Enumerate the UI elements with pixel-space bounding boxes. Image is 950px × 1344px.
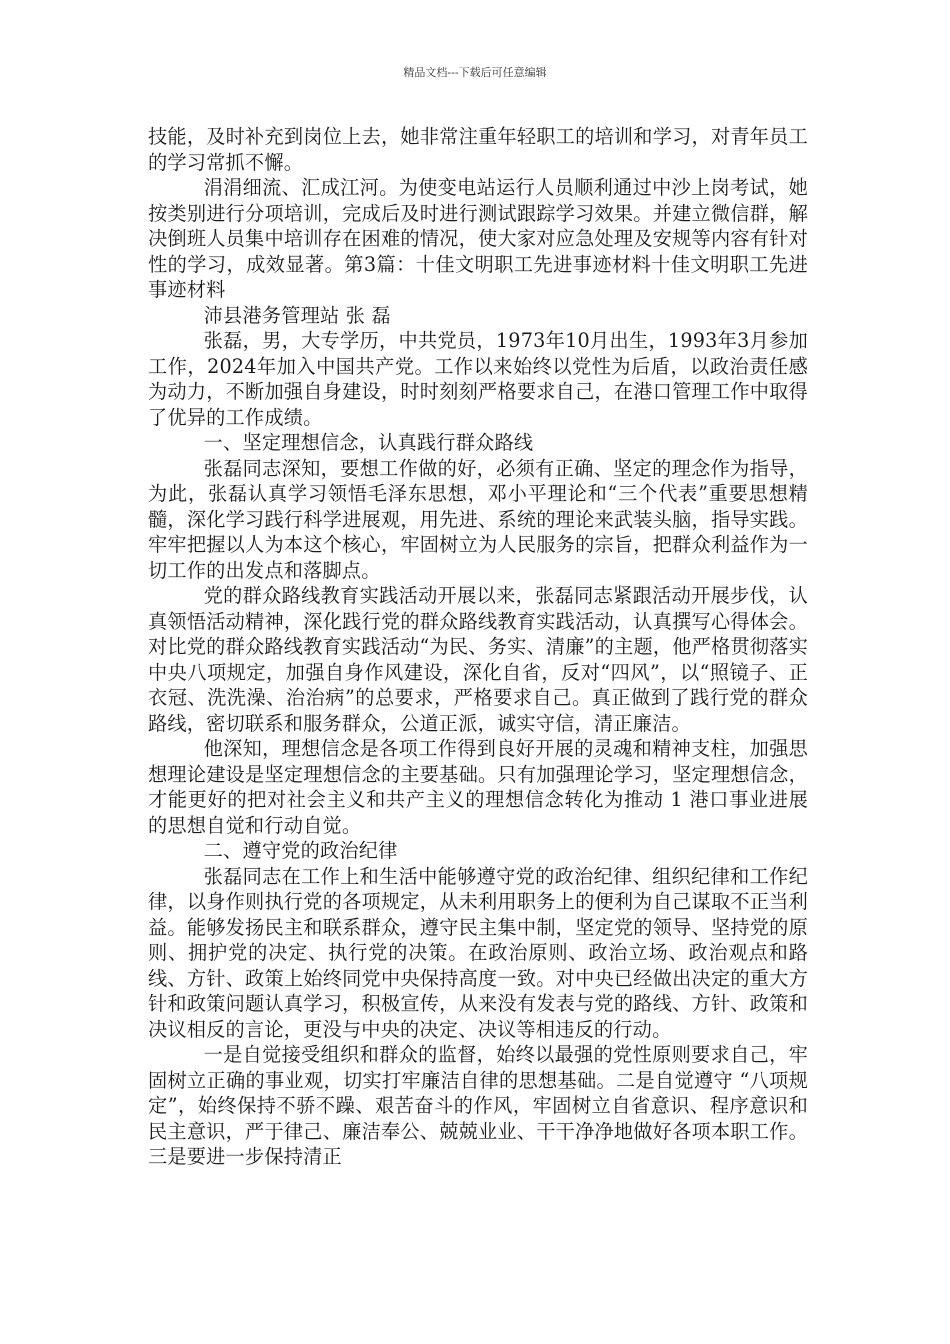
paragraph: 张磊同志深知，要想工作做的好，必须有正确、坚定的理念作为指导，为此，张磊认真学习领悟毛泽东思想，邓小平理论和“三个代表”重要思想精髓，深化学习践行科学进展观，用先进、系统的理论来武装头脑，指导实践。牢牢把握以人为本这个核心，牢固树立为人民服务的宗旨，把群众利益作为一切工作的出发点和落脚点。 bbox=[148, 456, 808, 582]
paragraph: 一是自觉接受组织和群众的监督，始终以最强的党性原则要求自己，牢固树立正确的事业观，切实打牢廉洁自律的思想基础。二是自觉遵守 “八项规定”，始终保持不骄不躁、艰苦奋斗的作风，牢固树立自省意识、程序意识和民主意识，严于律己、廉洁奉公、兢兢业业、干干净净地做好各项本职工作。三是要进一步保持清正 bbox=[148, 1043, 808, 1168]
section-heading: 二、遵守党的政治纪律 bbox=[203, 839, 398, 862]
document-body bbox=[148, 124, 808, 1170]
page-header: 精品文档---下载后可任意编辑 bbox=[403, 66, 547, 79]
paragraph: 张磊同志在工作上和生活中能够遵守党的政治纪律、组织纪律和工作纪律，以身作则执行党的各项规定，从未利用职务上的便利为自己谋取不正当利益。能够发扬民主和联系群众，遵守民主集中制，坚定党的领导、坚持党的原则、拥护党的决定、执行党的决策。在政治原则、政治立场、政治观点和路线、方针、政策上始终同党中央保持高度一致。对中央已经做出决定的重大方针和政策问题认真学习，积极宣传，从来没有发表与党的路线、方针、政策和决议相反的言论，更没与中央的决定、决议等相违反的行动。 bbox=[148, 864, 808, 1041]
section-heading: 一、坚定理想信念，认真践行群众路线 bbox=[203, 431, 534, 454]
paragraph: 他深知，理想信念是各项工作得到良好开展的灵魂和精神支柱，加强思想理论建设是坚定理想信念的主要基础。只有加强理论学习，坚定理想信念，才能更好的把对社会主义和共产主义的理想信念转化为推动 1 港口事业进展的思想自觉和行动自觉。 bbox=[148, 737, 808, 837]
author-line: 沛县港务管理站 张 磊 bbox=[203, 303, 391, 327]
paragraph: 涓涓细流、汇成江河。为使变电站运行人员顺利通过中沙上岗考试，她按类别进行分项培训，完成后及时进行测试跟踪学习效果。并建立微信群，解决倒班人员集中培训存在困难的情况，使大家对应急处理及安规等内容有针对性的学习，成效显著。第3篇：十佳文明职工先进事迹材料十佳文明职工先进事迹材料 bbox=[148, 176, 808, 301]
paragraph: 张磊，男，大专学历，中共党员，1973年10月出生，1993年3月参加工作，2024年加入中国共产党。工作以来始终以党性为后盾，以政治责任感为动力，不断加强自身建设，时时刻刻严格要求自己，在港口管理工作中取得了优异的工作成绩。 bbox=[148, 329, 808, 429]
paragraph: 技能，及时补充到岗位上去，她非常注重年轻职工的培训和学习，对青年员工的学习常抓不懈。 bbox=[148, 125, 808, 174]
paragraph: 党的群众路线教育实践活动开展以来，张磊同志紧跟活动开展步伐，认真领悟活动精神，深化践行党的群众路线教育实践活动，认真撰写心得体会。对比党的群众路线教育实践活动“为民、务实、清廉”的主题，他严格贯彻落实中央八项规定，加强自身作风建设，深化自省，反对“四风”，以“照镜子、正衣冠、洗洗澡、治治病”的总要求，严格要求自己。真正做到了践行党的群众路线，密切联系和服务群众，公道正派，诚实守信，清正廉洁。 bbox=[148, 584, 808, 735]
